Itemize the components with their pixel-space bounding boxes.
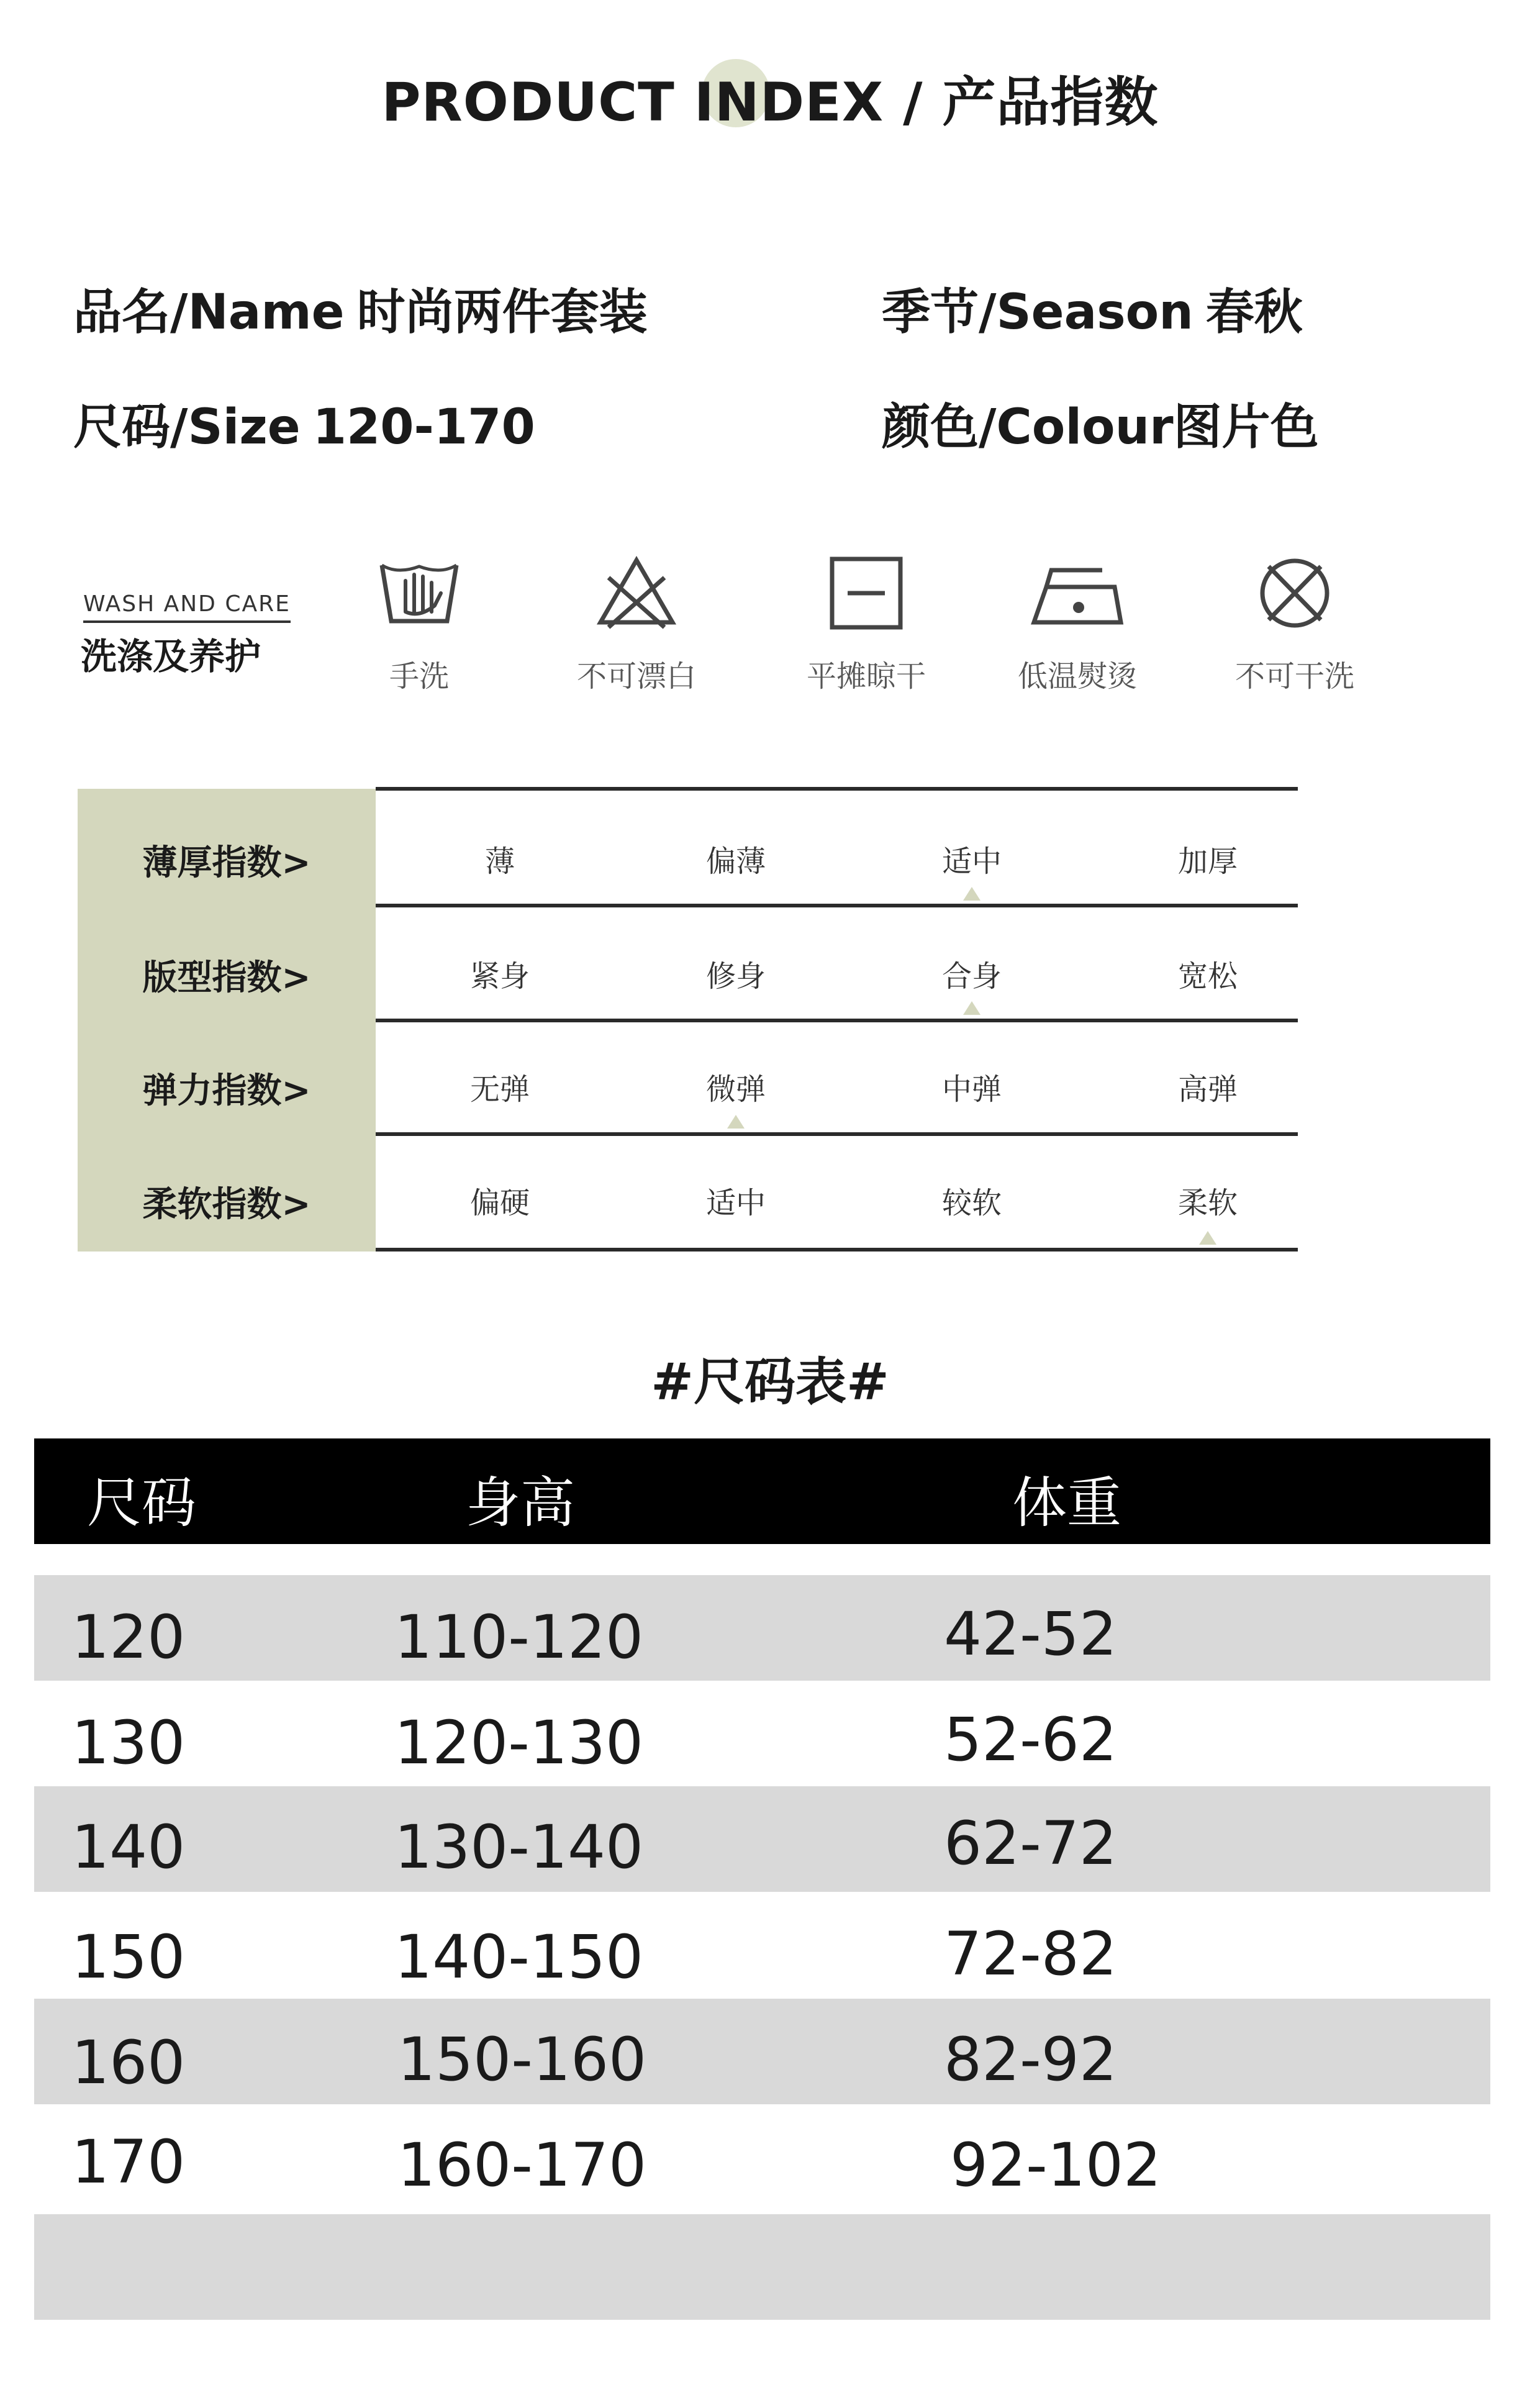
weight-cell: 52-62	[944, 1705, 1117, 1774]
index-option: 适中	[705, 1186, 766, 1220]
page-title: PRODUCT INDEX / 产品指数	[381, 71, 1159, 134]
height-cell: 140-150	[394, 1922, 644, 1992]
index-row-label: 版型指数>	[142, 958, 311, 998]
selected-marker	[727, 1115, 745, 1129]
weight-cell: 82-92	[944, 2025, 1117, 2094]
wash-care-title-cn: 洗涤及养护	[81, 635, 261, 678]
index-option: 微弹	[705, 1072, 766, 1107]
index-divider	[376, 787, 1298, 791]
care-flat-dry	[786, 553, 947, 695]
index-row-label: 薄厚指数>	[142, 843, 311, 883]
table-row-bg-empty	[34, 2214, 1490, 2320]
index-option: 中弹	[941, 1072, 1002, 1107]
height-cell: 110-120	[394, 1602, 644, 1672]
table-row-bg	[34, 1786, 1490, 1892]
season-value: 春秋	[1205, 284, 1303, 340]
table-row-bg	[34, 1999, 1490, 2104]
size-cell: 140	[71, 1812, 186, 1882]
care-hand-wash	[338, 553, 500, 695]
index-option: 偏硬	[469, 1186, 530, 1220]
care-no-bleach	[556, 553, 717, 695]
index-divider	[376, 1019, 1298, 1022]
size-table-header	[34, 1438, 1490, 1544]
header-height: 身高	[466, 1471, 576, 1535]
header-size: 尺码	[87, 1471, 197, 1535]
no-bleach-icon	[593, 553, 680, 634]
index-option: 修身	[705, 959, 766, 994]
size-cell: 120	[71, 1602, 186, 1672]
index-option: 合身	[941, 959, 1002, 994]
weight-cell: 42-52	[944, 1599, 1117, 1669]
selected-marker	[963, 1001, 981, 1015]
index-divider	[376, 904, 1298, 907]
size-cell: 170	[71, 2127, 186, 2197]
name-label: 品名/Name	[73, 284, 345, 340]
index-option: 加厚	[1177, 844, 1238, 879]
info-size	[73, 388, 535, 458]
height-cell: 150-160	[397, 2025, 647, 2094]
index-divider	[376, 1132, 1298, 1136]
index-option: 宽松	[1177, 959, 1238, 994]
size-label: 尺码/Size	[73, 399, 301, 455]
index-option: 高弹	[1177, 1072, 1238, 1107]
selected-marker	[1199, 1231, 1216, 1245]
size-cell: 150	[71, 1922, 186, 1992]
low-iron-icon	[1028, 553, 1127, 634]
flat-dry-icon	[823, 553, 910, 634]
height-cell: 120-130	[394, 1708, 644, 1778]
table-row-bg	[34, 2104, 1490, 2210]
size-table-title: #尺码表#	[651, 1353, 889, 1412]
care-label: 平摊晾干	[806, 659, 926, 694]
table-row-bg	[34, 1681, 1490, 1786]
selected-marker	[963, 887, 981, 901]
index-option: 适中	[941, 844, 1002, 879]
weight-cell: 72-82	[944, 1919, 1117, 1989]
size-cell: 160	[71, 2028, 186, 2097]
care-no-dry-clean	[1214, 553, 1375, 695]
index-option: 较软	[941, 1186, 1002, 1220]
wash-care-title-en: WASH AND CARE	[83, 591, 291, 623]
index-option: 无弹	[469, 1072, 530, 1107]
info-name	[73, 273, 648, 343]
size-cell: 130	[71, 1708, 186, 1778]
care-label: 低温熨烫	[1017, 659, 1137, 694]
colour-value: 图片色	[1173, 399, 1319, 455]
no-dry-clean-icon	[1251, 553, 1338, 634]
index-option: 偏薄	[705, 844, 766, 879]
name-value: 时尚两件套装	[356, 284, 648, 340]
table-row-bg	[34, 1575, 1490, 1681]
care-label: 不可干洗	[1234, 659, 1354, 694]
info-colour	[882, 388, 1319, 458]
colour-label: 颜色/Colour	[882, 399, 1174, 455]
info-season	[882, 273, 1303, 343]
index-option: 薄	[484, 844, 515, 879]
index-option: 紧身	[469, 959, 530, 994]
season-label: 季节/Season	[882, 284, 1194, 340]
height-cell: 130-140	[394, 1812, 644, 1882]
header-weight: 体重	[1012, 1471, 1122, 1535]
index-row-label: 柔软指数>	[142, 1184, 311, 1225]
care-label: 不可漂白	[576, 659, 696, 694]
index-divider	[376, 1248, 1298, 1252]
care-label: 手洗	[389, 659, 449, 694]
height-cell: 160-170	[397, 2130, 647, 2200]
hand-wash-icon	[376, 553, 463, 634]
index-row-label: 弹力指数>	[142, 1071, 311, 1111]
care-low-iron	[997, 553, 1158, 695]
size-value: 120-170	[312, 399, 535, 455]
table-row-bg	[34, 1892, 1490, 1997]
weight-cell: 92-102	[950, 2130, 1162, 2200]
index-option: 柔软	[1177, 1186, 1238, 1220]
weight-cell: 62-72	[944, 1809, 1117, 1878]
